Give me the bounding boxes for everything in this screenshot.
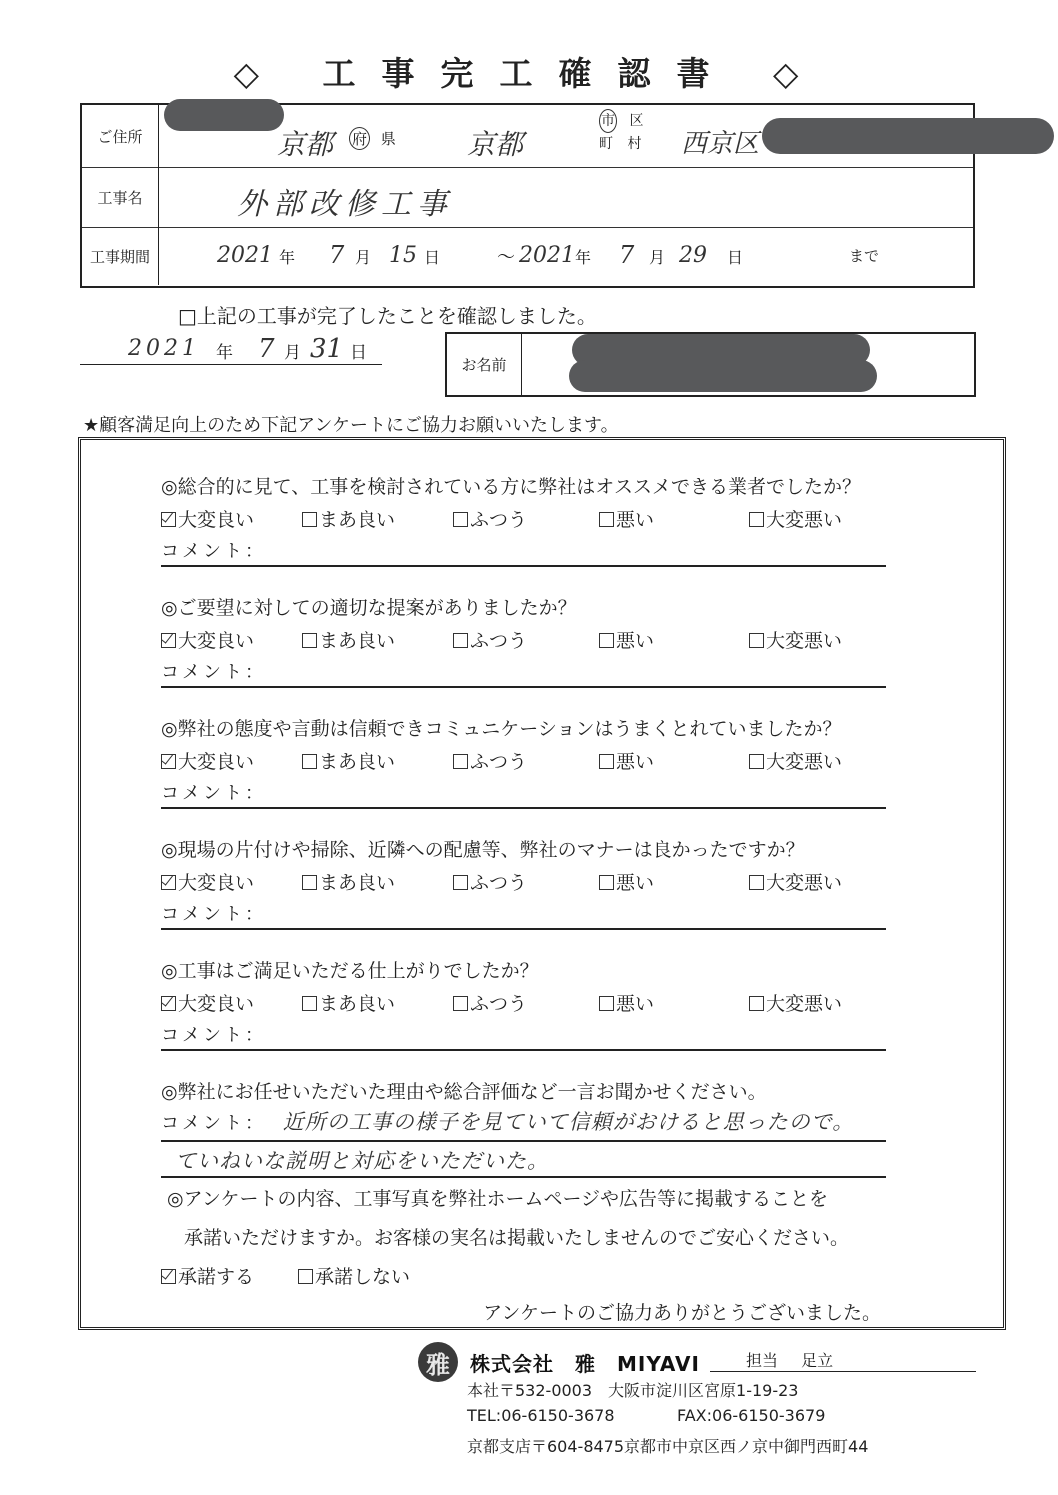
option-average[interactable]: ふつう [453, 505, 527, 532]
checkbox-icon[interactable] [453, 633, 468, 648]
survey-question-5 [161, 956, 943, 1051]
checkbox-icon[interactable] [749, 633, 764, 648]
checkbox-icon[interactable] [749, 875, 764, 890]
free-comment-field-line-1[interactable]: コメント： 近所の工事の様子を見ていて信頼がおけると思ったので。 [161, 1106, 886, 1142]
option-very-bad[interactable]: 大変悪い [749, 868, 842, 895]
thank-you-message: アンケートのご協力ありがとうございました。 [483, 1302, 881, 1324]
checkbox-checked-icon[interactable] [161, 996, 176, 1011]
rating-options [161, 505, 943, 535]
option-very-good[interactable]: 大変良い [161, 747, 254, 774]
until-label: まで [849, 247, 880, 265]
option-very-bad[interactable]: 大変悪い [749, 747, 842, 774]
checkbox-icon[interactable] [599, 996, 614, 1011]
end-month: 7 [619, 241, 635, 269]
survey-question-1 [161, 472, 943, 567]
start-day: 15 [389, 243, 417, 268]
checkbox-icon[interactable] [599, 754, 614, 769]
option-average[interactable]: ふつう [453, 989, 527, 1016]
question-text: ◎工事はご満足いただる仕上がりでしたか？ [161, 960, 539, 982]
comment-field[interactable]: コメント： [161, 779, 886, 809]
option-good[interactable]: まあ良い [302, 747, 395, 774]
checkbox-checked-icon[interactable] [161, 875, 176, 890]
consent-options [161, 1262, 937, 1292]
survey-question-4 [161, 835, 943, 930]
start-year: 2021 [217, 243, 273, 268]
customer-name-field[interactable] [522, 334, 974, 395]
address-field[interactable] [159, 105, 973, 167]
project-period-row [82, 227, 973, 285]
checkbox-icon[interactable] [453, 875, 468, 890]
kyoto-branch-address: 京都支店〒604-8475京都市中京区西ノ京中御門西町44 [467, 1437, 869, 1456]
rating-options [161, 989, 943, 1019]
checkbox-icon[interactable] [302, 875, 317, 890]
survey-question-3 [161, 714, 943, 809]
checkbox-icon[interactable] [749, 996, 764, 1011]
question-text: ◎ご要望に対しての適切な提案がありましたか？ [161, 597, 577, 619]
project-name-value: 外部改修工事 [237, 187, 453, 222]
address-row [82, 105, 973, 168]
document-title: ◇ 工事完工確認書 ◇ [233, 54, 825, 93]
checkbox-icon[interactable] [302, 512, 317, 527]
checkbox-icon[interactable] [599, 633, 614, 648]
checkbox-icon[interactable] [302, 633, 317, 648]
city-suffix-options: 市 区 町 村 [599, 109, 649, 155]
checkbox-icon[interactable] [453, 512, 468, 527]
comment-field[interactable]: コメント： [161, 1021, 886, 1051]
project-name-field[interactable] [159, 167, 973, 227]
confirmation-date-field[interactable]: 2021 年 7 月 31 日 [80, 334, 382, 365]
option-bad[interactable]: 悪い [599, 626, 654, 653]
option-good[interactable]: まあ良い [302, 505, 395, 532]
option-bad[interactable]: 悪い [599, 868, 654, 895]
staff-in-charge: 担当 足立 [710, 1348, 976, 1372]
option-average[interactable]: ふつう [453, 868, 527, 895]
completion-confirmation-checkbox[interactable]: □上記の工事が完了したことを確認しました。 [178, 304, 597, 328]
option-bad[interactable]: 悪い [599, 505, 654, 532]
option-bad[interactable]: 悪い [599, 747, 654, 774]
rating-options [161, 747, 943, 777]
customer-name-box [445, 332, 976, 397]
company-name: 株式会社 雅 MIYAVI [470, 1352, 700, 1376]
checkbox-icon[interactable] [749, 512, 764, 527]
customer-name-label: お名前 [447, 334, 522, 395]
checkbox-icon[interactable] [302, 996, 317, 1011]
checkbox-icon[interactable] [749, 754, 764, 769]
project-period-label: 工事期間 [82, 227, 159, 285]
project-info-table [80, 103, 975, 288]
project-name-label: 工事名 [82, 167, 159, 227]
consent-question [167, 1184, 943, 1292]
option-very-good[interactable]: 大変良い [161, 868, 254, 895]
address-prefecture: 京都 [277, 128, 334, 161]
address-city: 京都 [467, 128, 524, 161]
end-day: 29 [679, 243, 707, 268]
option-average[interactable]: ふつう [453, 747, 527, 774]
comment-field[interactable]: コメント： [161, 537, 886, 567]
survey-box [78, 437, 1006, 1330]
option-average[interactable]: ふつう [453, 626, 527, 653]
fax: FAX:06-6150-3679 [677, 1406, 826, 1425]
option-very-good[interactable]: 大変良い [161, 989, 254, 1016]
option-bad[interactable]: 悪い [599, 989, 654, 1016]
option-very-bad[interactable]: 大変悪い [749, 626, 842, 653]
option-good[interactable]: まあ良い [302, 626, 395, 653]
survey-free-comment-question [161, 1077, 943, 1178]
company-logo-icon: 雅 [418, 1342, 458, 1382]
rating-options [161, 868, 943, 898]
project-period-field[interactable]: 2021 年 7 月 15 日 ～ 2021 年 7 月 29 日 まで [217, 241, 880, 269]
address-label: ご住所 [82, 105, 159, 167]
option-consent-no[interactable]: 承諾しない [298, 1262, 410, 1289]
confirmation-month: 7 [258, 334, 275, 364]
project-name-row [82, 167, 973, 228]
option-very-bad[interactable]: 大変悪い [749, 989, 842, 1016]
question-text: ◎現場の片付けや掃除、近隣への配慮等、弊社のマナーは良かったですか？ [161, 839, 805, 861]
checkbox-icon[interactable] [599, 875, 614, 890]
checkbox-icon[interactable] [453, 996, 468, 1011]
end-year: 2021 [519, 243, 575, 268]
checkbox-checked-icon[interactable] [161, 633, 176, 648]
option-good[interactable]: まあ良い [302, 868, 395, 895]
option-good[interactable]: まあ良い [302, 989, 395, 1016]
consent-text-line-2: 承諾いただけますか。お客様の実名は掲載いたしませんのでご安心ください。 [184, 1227, 850, 1249]
start-month: 7 [329, 241, 345, 269]
checkbox-icon[interactable] [302, 754, 317, 769]
question-text: ◎弊社にお任せいただいた理由や総合評価など一言お聞かせください。 [161, 1081, 767, 1103]
option-very-good[interactable]: 大変良い [161, 505, 254, 532]
free-comment-line-1: 近所の工事の様子を見ていて信頼がおけると思ったので。 [282, 1110, 855, 1134]
free-comment-line-2: ていねいな説明と対応をいただいた。 [175, 1149, 549, 1173]
redacted-address-detail [762, 118, 1054, 154]
confirmation-day: 31 [310, 334, 344, 364]
consent-text-line-1: ◎アンケートの内容、工事写真を弊社ホームページや広告等に掲載することを [167, 1188, 829, 1210]
option-very-good[interactable]: 大変良い [161, 626, 254, 653]
telephone: TEL:06-6150-3678 [467, 1406, 615, 1425]
comment-field[interactable]: コメント： [161, 658, 886, 688]
redacted-name-2 [569, 360, 877, 392]
free-comment-field-line-2[interactable] [161, 1142, 886, 1178]
checkbox-checked-icon[interactable] [161, 512, 176, 527]
survey-intro: ★顧客満足向上のため下記アンケートにご協力お願いいたします。 [83, 415, 619, 436]
checkbox-checked-icon[interactable] [161, 1269, 176, 1284]
checkbox-checked-icon[interactable] [161, 754, 176, 769]
rating-options [161, 626, 943, 656]
comment-field[interactable]: コメント： [161, 900, 886, 930]
survey-question-2 [161, 593, 943, 688]
checkbox-icon[interactable] [453, 754, 468, 769]
confirmation-year: 2021 [128, 336, 200, 361]
checkbox-icon[interactable] [298, 1269, 313, 1284]
question-text: ◎総合的に見て、工事を検討されている方に弊社はオススメできる業者でしたか？ [161, 476, 862, 498]
prefecture-suffix-circled: 府 県 [349, 127, 396, 150]
question-text: ◎弊社の態度や言動は信頼できコミュニケーションはうまくとれていましたか？ [161, 718, 842, 740]
option-very-bad[interactable]: 大変悪い [749, 505, 842, 532]
option-consent-yes[interactable]: 承諾する [161, 1262, 254, 1289]
address-ward: 西京区 [681, 129, 760, 159]
head-office-address: 本社〒532-0003 大阪市淀川区宮原1-19-23 [467, 1381, 799, 1400]
checkbox-icon[interactable] [599, 512, 614, 527]
redacted-postal-code [164, 99, 284, 131]
